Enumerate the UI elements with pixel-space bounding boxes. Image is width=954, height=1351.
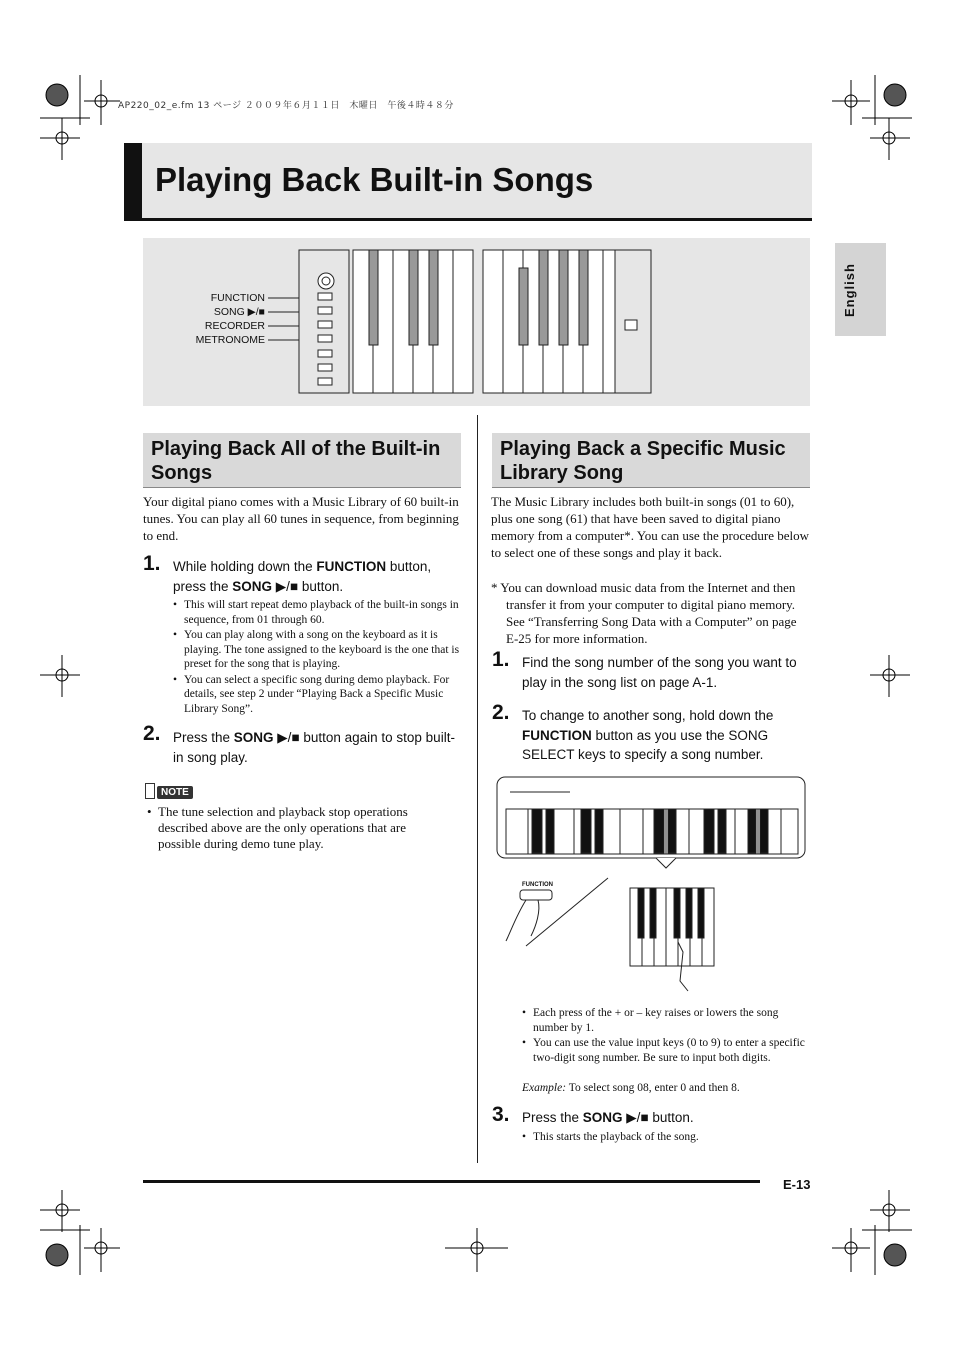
right-step2-text — [522, 706, 812, 765]
right-step3-bullets — [522, 1130, 812, 1146]
right-step2-text-b: button as you use the SONG SELECT keys to specify a song number. — [522, 727, 769, 762]
piano-panel-drawing — [143, 238, 810, 406]
right-step3-number: 3. — [492, 1103, 510, 1126]
left-step2-number: 2. — [143, 722, 161, 745]
panel-label-metronome: METRONOME — [195, 334, 265, 346]
control-panel-illustration — [143, 238, 810, 406]
right-step3-text-a: Press the — [522, 1110, 583, 1125]
panel-label-recorder: RECORDER — [204, 320, 265, 332]
left-step1-text-a: While holding down the — [173, 559, 317, 574]
left-step2-text-a: Press the — [173, 730, 234, 745]
right-step2-bullets — [522, 1006, 812, 1066]
panel-label-song: SONG ▶/■ — [213, 306, 265, 318]
language-tab-label: English — [842, 263, 857, 317]
left-step2-song-bold: SONG — [233, 730, 274, 745]
right-step1-number: 1. — [492, 648, 510, 671]
list-item: • Each press of the + or – key raises or lowers the song number by 1. — [522, 1006, 812, 1035]
right-step2-function-bold: FUNCTION — [522, 727, 592, 743]
left-step1-text-c: ▶/■ button. — [272, 578, 344, 594]
left-step1-bullets — [173, 598, 463, 717]
function-label: FUNCTION — [522, 882, 553, 888]
left-step2-text — [173, 728, 463, 767]
example-text: To select song 08, enter 0 and then 8. — [566, 1082, 740, 1094]
right-step3-text — [522, 1108, 812, 1128]
list-item: • The tune selection and playback stop operations described above are the only operations that are possible during demo tune play. — [147, 804, 447, 852]
right-step2-number: 2. — [492, 701, 510, 724]
left-step2-text-b: ▶/■ button again to stop built-in song play. — [173, 730, 455, 765]
list-item: • You can use the value input keys (0 to 9) to enter a specific two-digit song number. Be sure to input both digits. — [522, 1036, 812, 1065]
left-intro: Your digital piano comes with a Music Library of 60 built-in tunes. You can play all 60 tunes in sequence, from beginning to end. — [143, 494, 459, 543]
list-item: • You can select a specific song during demo playback. For details, see step 2 under “Playing Back a Specific Music Library Song”. — [173, 673, 463, 717]
list-item: • This will start repeat demo playback of the built-in songs in sequence, from 01 through 60. — [173, 598, 463, 627]
right-step3-song-bold: SONG — [582, 1110, 623, 1125]
left-step1-text-b: button, press the — [173, 559, 432, 594]
title-block-accent — [124, 143, 142, 218]
left-section-heading: Playing Back All of the Built-in Songs — [143, 433, 461, 488]
left-step1-function-bold: FUNCTION — [316, 559, 387, 574]
example-line — [522, 1081, 740, 1096]
left-step1-song-bold: SONG — [232, 578, 273, 594]
footer-rule — [143, 1180, 760, 1183]
song-select-keyboard-drawing — [496, 776, 806, 996]
song-select-figure — [496, 776, 806, 996]
left-step1-text — [173, 557, 465, 596]
note-icon — [145, 783, 155, 799]
example-label: Example: — [522, 1082, 567, 1094]
note-label — [145, 782, 193, 800]
right-section-heading: Playing Back a Specific Music Library Song — [492, 433, 810, 488]
panel-label-function: FUNCTION — [210, 292, 265, 304]
page-number: E-13 — [783, 1177, 811, 1192]
title-bar — [124, 143, 812, 221]
list-item: • You can play along with a song on the keyboard as it is playing. The tone assigned to the keyboard is the one that is preset for the song that is playing. — [173, 628, 463, 672]
list-item: • This starts the playback of the song. — [522, 1130, 812, 1145]
right-step3-text-b: ▶/■ button. — [622, 1110, 694, 1125]
column-divider — [477, 415, 478, 1163]
file-header-meta: AP220_02_e.fm 13 ページ ２００９年６月１１日 木曜日 午後４時４８分 — [118, 101, 454, 111]
right-step2-text-a: To change to another song, hold down the — [522, 708, 774, 723]
right-step1-text: Find the song number of the song you want to play in the song list on page A-1. — [522, 655, 797, 690]
page-title: Playing Back Built-in Songs — [155, 161, 594, 198]
note-badge: NOTE — [157, 786, 193, 799]
language-tab — [835, 243, 886, 336]
right-intro: The Music Library includes both built-in songs (01 to 60), plus one song (61) that have been saved to digital piano memory from a computer*. You can use the procedure below to select one of these songs and play it back. — [491, 494, 810, 560]
left-step1-number: 1. — [143, 552, 161, 575]
right-footnote: * You can download music data from the Internet and then transfer it from your computer to digital piano memory. See “Transferring Song Data with a Computer” on page E-25 for more information. — [491, 580, 797, 646]
note-bullets — [147, 804, 447, 853]
